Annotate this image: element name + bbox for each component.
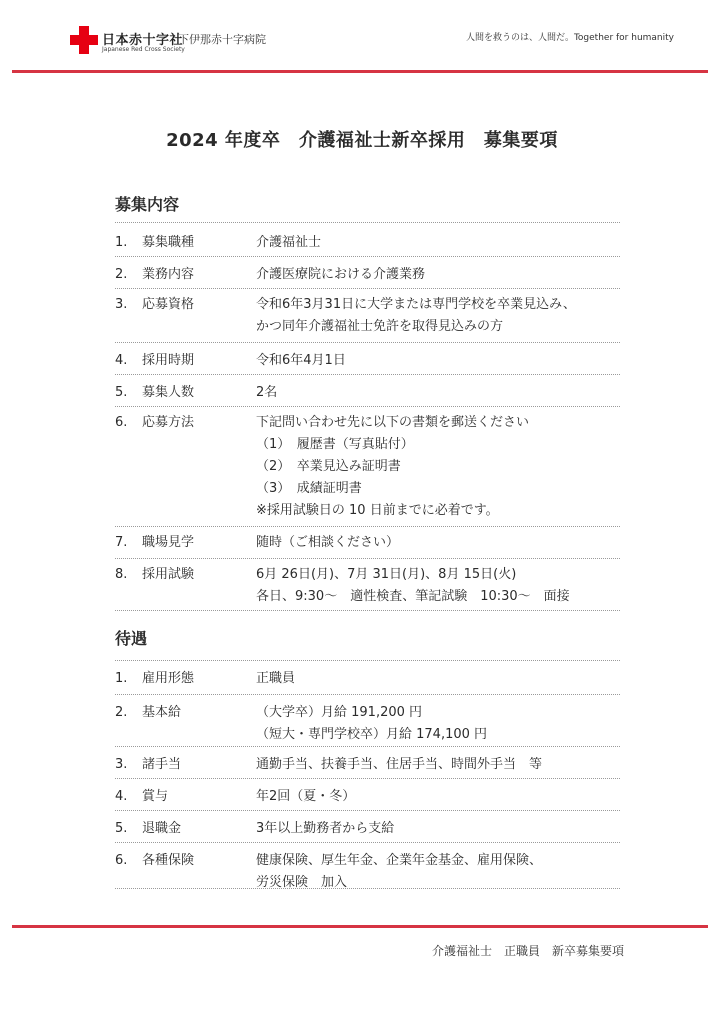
item-label: 退職金 [142,821,182,836]
red-cross-logo-icon [70,26,98,54]
recruitment-divider [115,610,620,611]
item-value-line: 6月 26日(月)、7月 31日(月)、8月 15日(火) [256,567,517,582]
item-value-line: 令和6年4月1日 [256,353,346,368]
recruitment-divider [115,406,620,407]
footer-text: 介護福祉士 正職員 新卒募集要項 [431,944,624,958]
item-value [256,754,626,776]
item-value-line: （短大・専門学校卒）月給 174,100 円 [256,727,488,742]
item-label: 雇用形態 [142,671,195,686]
item-label: 諸手当 [142,757,182,772]
item-value-line: ※採用試験日の 10 日前までに必着です。 [256,503,499,518]
item-label: 基本給 [142,705,182,720]
item-label: 採用時期 [142,353,195,368]
recruitment-divider [115,342,620,343]
item-value-line: （大学卒）月給 191,200 円 [256,705,423,720]
item-number: 2. [115,267,128,282]
org-name-en: Japanese Red Cross Society [102,46,185,53]
treatment-divider [115,778,620,779]
recruitment-divider [115,222,620,223]
item-value-line: 正職員 [256,671,296,686]
item-number: 4. [115,789,128,804]
item-value-line: 各日、9:30～ 適性検査、筆記試験 10:30～ 面接 [256,589,570,604]
item-number: 6. [115,415,128,430]
item-value [256,294,626,338]
org-name: 日本赤十字社 [102,33,184,48]
recruitment-divider [115,288,620,289]
item-number: 8. [115,567,128,582]
recruitment-divider [115,526,620,527]
item-value [256,818,626,840]
item-value-line: 通勤手当、扶養手当、住居手当、時間外手当 等 [256,757,543,772]
item-label: 賞与 [142,789,169,804]
recruitment-heading: 募集内容 [115,195,180,214]
item-value-line: 3年以上勤務者から支給 [256,821,395,836]
treatment-divider [115,842,620,843]
item-label: 業務内容 [142,267,195,282]
item-number: 1. [115,671,128,686]
item-value-line: 2名 [256,385,278,400]
treatment-divider [115,694,620,695]
item-number: 2. [115,705,128,720]
treatment-divider [115,810,620,811]
item-number: 6. [115,853,128,868]
item-value-line: 介護福祉士 [256,235,322,250]
item-number: 1. [115,235,128,250]
item-value-line: 労災保険 加入 [256,875,348,890]
item-number: 7. [115,535,128,550]
item-value [256,350,626,372]
hospital-name: 下伊那赤十字病院 [178,33,266,46]
item-value-line: 年2回（夏・冬） [256,789,356,804]
slogan: 人間を救うのは、人間だ。Together for humanity [465,33,674,43]
recruitment-divider [115,256,620,257]
item-value [256,564,626,608]
item-value-line: 介護医療院における介護業務 [256,267,426,282]
item-value-line: 下記問い合わせ先に以下の書類を郵送ください [256,415,530,430]
treatment-divider [115,660,620,661]
treatment-divider [115,746,620,747]
item-value-line: （3） 成績証明書 [256,481,362,496]
item-label: 応募資格 [142,297,195,312]
item-number: 5. [115,821,128,836]
item-value [256,382,626,404]
item-value-line: （2） 卒業見込み証明書 [256,459,401,474]
item-value [256,786,626,808]
header-divider [12,70,708,73]
page-header [0,0,724,74]
item-label: 募集職種 [142,235,195,250]
item-value [256,668,626,690]
footer-divider [12,925,708,928]
item-number: 3. [115,297,128,312]
item-value [256,232,626,254]
item-value [256,850,626,894]
item-value [256,532,626,554]
page-title: 2024 年度卒 介護福祉士新卒採用 募集要項 [166,130,558,151]
item-value [256,412,626,522]
item-label: 採用試験 [142,567,195,582]
item-value [256,702,626,746]
item-value-line: かつ同年介護福祉士免許を取得見込みの方 [256,319,504,334]
item-label: 応募方法 [142,415,195,430]
item-number: 4. [115,353,128,368]
item-value [256,264,626,286]
item-label: 各種保険 [142,853,195,868]
item-label: 職場見学 [142,535,195,550]
item-value-line: 令和6年3月31日に大学または専門学校を卒業見込み、 [256,297,576,312]
recruitment-divider [115,374,620,375]
item-number: 5. [115,385,128,400]
item-value-line: （1） 履歴書（写真貼付） [256,437,414,452]
item-number: 3. [115,757,128,772]
item-value-line: 随時（ご相談ください） [256,535,400,550]
item-value-line: 健康保険、厚生年金、企業年金基金、雇用保険、 [256,853,543,868]
item-label: 募集人数 [142,385,195,400]
treatment-heading: 待遇 [115,629,148,648]
recruitment-divider [115,558,620,559]
